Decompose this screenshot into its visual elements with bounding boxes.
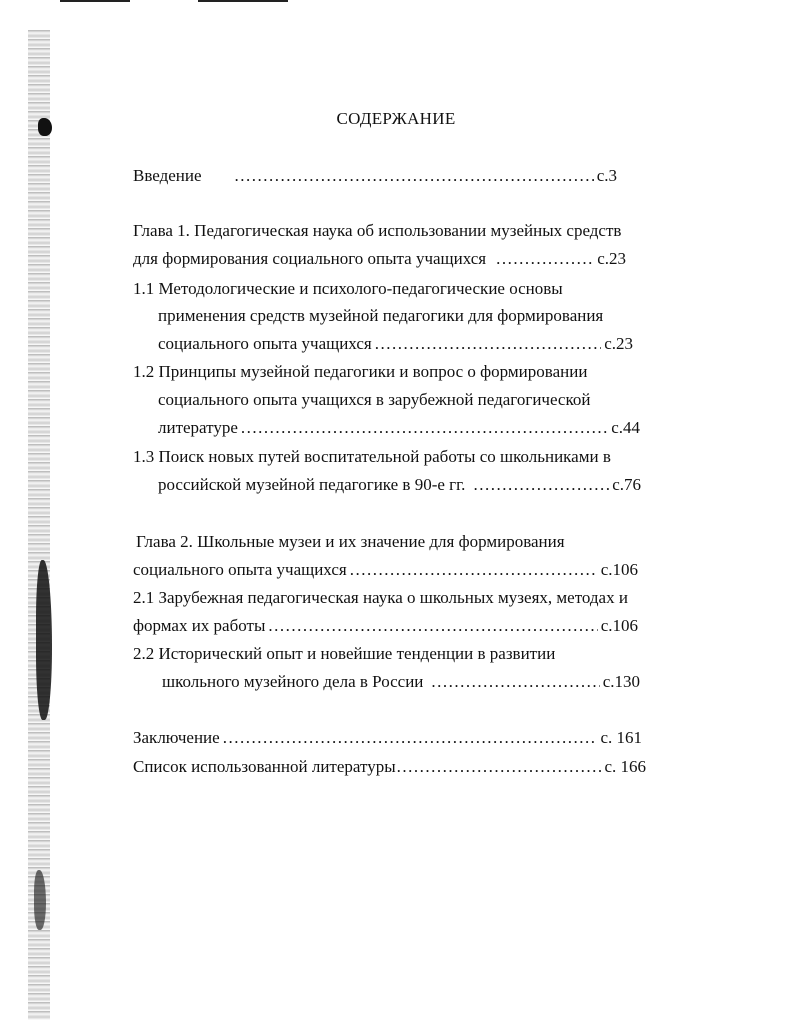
toc-leader-dots [241,417,608,439]
toc-section-1-2-heading: 1.2 Принципы музейной педагогики и вопрос о формировании [133,362,588,381]
toc-label: литературе [158,418,238,437]
toc-leader-dots [473,474,609,496]
toc-page-number: с.76 [612,475,641,494]
toc-leader-dots [235,165,594,187]
toc-entry-chapter-1 [133,248,626,270]
toc-leader-dots [431,671,599,693]
toc-page-number: с.106 [600,560,638,579]
toc-section-1-1-heading: 1.1 Методологические и психолого-педагогические основы [133,279,563,298]
scan-top-rule [60,0,130,2]
toc-entry-section-1-1 [158,333,633,355]
toc-section-2-2-heading: 2.2 Исторический опыт и новейшие тенденции в развитии [133,644,556,663]
toc-leader-dots [397,756,602,778]
toc-leader-dots [268,615,597,637]
toc-label: школьного музейного дела в России [162,672,424,691]
toc-label: Список использованной литературы [133,757,396,776]
toc-chapter-2-heading: Глава 2. Школьные музеи и их значение для формирования [136,532,565,551]
toc-leader-dots [496,248,594,270]
toc-page-number: с.23 [604,334,633,353]
toc-label: Введение [133,166,202,185]
toc-section-1-1-continuation: применения средств музейной педагогики для формирования [158,306,604,325]
toc-entry-section-1-3 [158,474,641,496]
toc-label: социального опыта учащихся [158,334,372,353]
toc-page-number: с.130 [602,672,640,691]
toc-entry-section-2-2 [162,671,640,693]
toc-chapter-1-heading: Глава 1. Педагогическая наука об использовании музейных средств [133,221,622,240]
toc-label: социального опыта учащихся [133,560,347,579]
toc-entry-chapter-2 [133,559,638,581]
toc-entry-section-1-2 [158,417,640,439]
toc-page-number: с.44 [611,418,640,437]
toc-leader-dots [350,559,598,581]
toc-page-number: с.3 [596,166,617,185]
toc-page-number: с. 161 [600,728,642,747]
toc-leader-dots [375,333,602,355]
toc-entry-conclusion [133,727,642,749]
toc-entry-intro [133,165,617,187]
toc-label: формах их работы [133,616,266,635]
toc-page-number: с.106 [600,616,638,635]
toc-section-2-1-heading: 2.1 Зарубежная педагогическая наука о школьных музеях, методах и [133,588,628,607]
page-title: СОДЕРЖАНИЕ [336,109,456,128]
toc-page-number: с. 166 [604,757,646,776]
scan-top-rule [198,0,288,2]
toc-label: для формирования социального опыта учащихся [133,249,487,268]
toc-label: Заключение [133,728,220,747]
toc-label: российской музейной педагогике в 90-е гг. [158,475,466,494]
toc-entry-section-2-1 [133,615,638,637]
toc-page-number: с.23 [597,249,626,268]
toc-entry-bibliography [133,756,646,778]
toc-section-1-3-heading: 1.3 Поиск новых путей воспитательной работы со школьниками в [133,447,611,466]
toc-section-1-2-continuation: социального опыта учащихся в зарубежной педагогической [158,390,591,409]
toc-leader-dots [223,727,598,749]
